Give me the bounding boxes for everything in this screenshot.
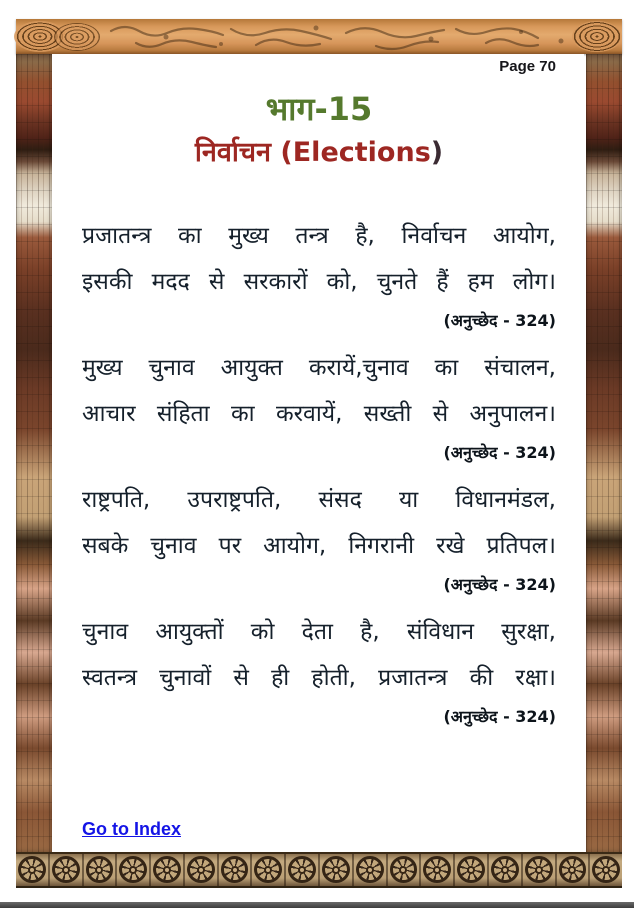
verse-line: इसकी मदद से सरकारों को, चुनते हैं हम लोग।	[82, 269, 556, 295]
verse-line: प्रजातन्त्र का मुख्य तन्त्र है, निर्वाचन आयोग,	[82, 223, 556, 249]
wheel-motif-icon	[117, 854, 151, 886]
verse-line: राष्ट्रपति, उपराष्ट्रपति, संसद या विधानमंडल,	[82, 487, 556, 513]
wheel-motif-icon	[523, 854, 557, 886]
wheel-motif-icon	[320, 854, 354, 886]
wheel-motif-icon	[16, 854, 50, 886]
article-citation: (अनुच्छेद - 324)	[443, 311, 556, 330]
wheel-motif-icon	[50, 854, 84, 886]
bottom-border-wheel-strip	[16, 852, 622, 888]
window-bottom-edge	[0, 902, 634, 908]
stanza-2	[82, 345, 556, 465]
wheel-motif-icon	[354, 854, 388, 886]
chapter-subtitle-paren: )	[430, 137, 444, 168]
stanza-1	[82, 213, 556, 333]
wheel-motif-icon	[455, 854, 489, 886]
page-number: Page 70	[499, 58, 556, 75]
article-citation: (अनुच्छेद - 324)	[443, 707, 556, 726]
go-to-index-link[interactable]: Go to Index	[82, 819, 181, 839]
top-border-frieze-icon	[16, 19, 622, 54]
page-content	[52, 54, 584, 852]
verse-block	[82, 213, 556, 729]
article-citation: (अनुच्छेद - 324)	[443, 575, 556, 594]
wheel-motif-icon	[151, 854, 185, 886]
wheel-motif-icon	[557, 854, 591, 886]
wheel-motif-icon	[219, 854, 253, 886]
spiral-motif-icon	[54, 23, 100, 51]
article-citation: (अनुच्छेद - 324)	[443, 443, 556, 462]
stanza-3	[82, 477, 556, 597]
chapter-subtitle	[82, 135, 556, 171]
verse-line: आचार संहिता का करवायें, सख्ती से अनुपालन।	[82, 401, 556, 427]
wheel-motif-icon	[84, 854, 118, 886]
verse-line: सबके चुनाव पर आयोग, निगरानी रखे प्रतिपल।	[82, 533, 556, 559]
verse-line: स्वतन्त्र चुनावों से ही होती, प्रजातन्त्र की रक्षा।	[82, 665, 556, 691]
wheel-motif-icon	[489, 854, 523, 886]
right-pillar-icon	[586, 54, 622, 852]
verse-line: चुनाव आयुक्तों को देता है, संविधान सुरक्षा,	[82, 619, 556, 645]
left-pillar-icon	[16, 54, 52, 852]
stanza-4	[82, 609, 556, 729]
wheel-motif-icon	[388, 854, 422, 886]
wheel-motif-icon	[252, 854, 286, 886]
verse-line: मुख्य चुनाव आयुक्त करायें,चुनाव का संचालन,	[82, 355, 556, 381]
chapter-subtitle-text: निर्वाचन (Elections	[194, 137, 431, 168]
wheel-motif-icon	[590, 854, 622, 886]
part-title: भाग-15	[265, 90, 373, 128]
spiral-motif-icon	[572, 21, 622, 52]
wheel-motif-icon	[286, 854, 320, 886]
wheel-motif-icon	[421, 854, 455, 886]
carving-squiggles-icon	[16, 19, 622, 54]
wheel-motif-icon	[185, 854, 219, 886]
